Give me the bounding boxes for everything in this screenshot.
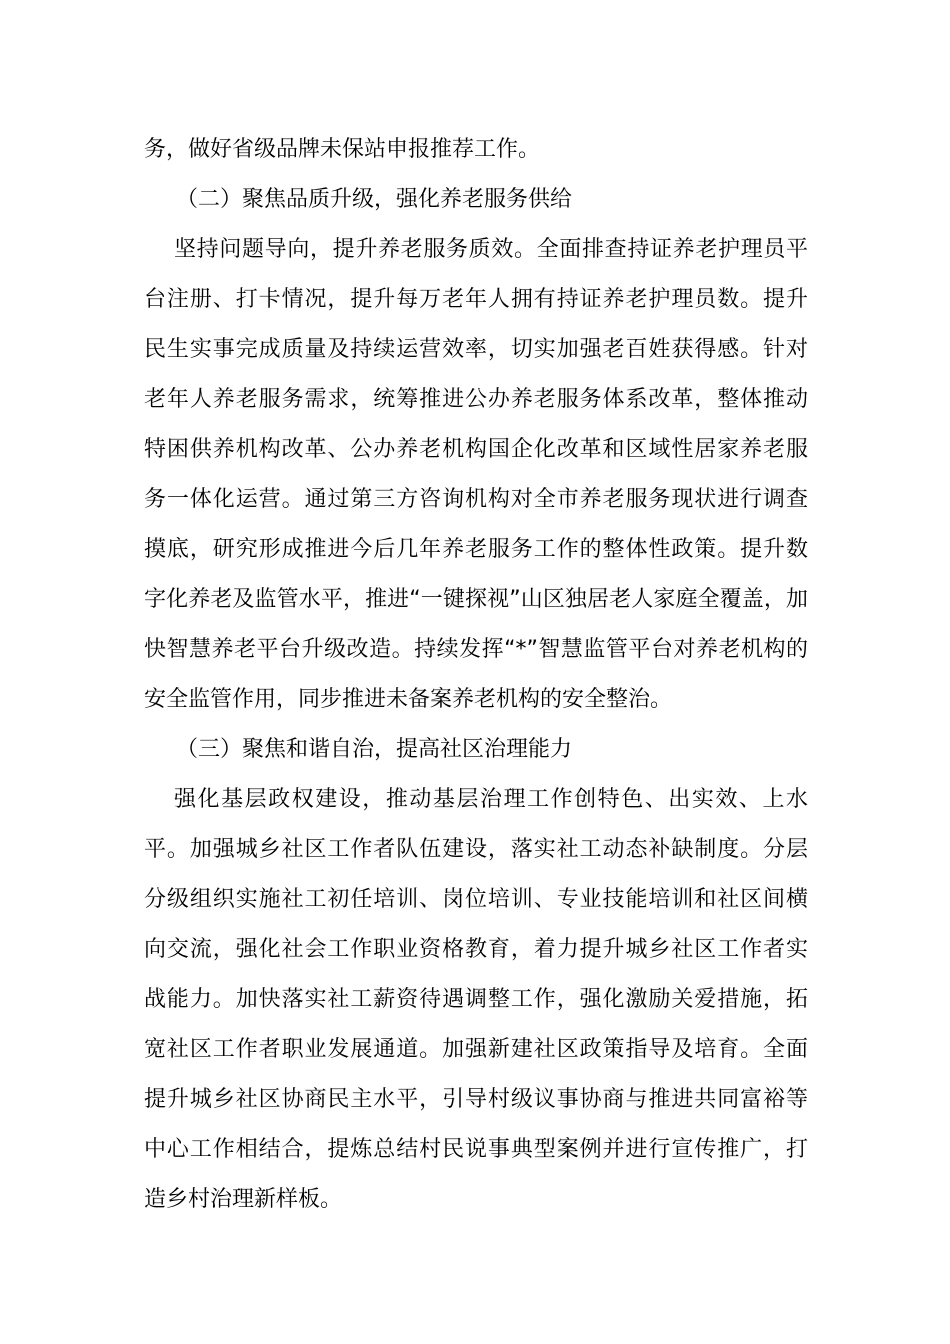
text-line: 中心工作相结合，提炼总结村民说事典型案例并进行宣传推广，打 <box>144 1137 808 1162</box>
text-line: 强化基层政权建设，推动基层治理工作创特色、出实效、上水 <box>174 787 808 812</box>
text-line: 老年人养老服务需求，统筹推进公办养老服务体系改革，整体推动 <box>144 387 808 412</box>
text-line: 提升城乡社区协商民主水平，引导村级议事协商与推进共同富裕等 <box>144 1087 808 1112</box>
text-line: 摸底，研究形成推进今后几年养老服务工作的整体性政策。提升数 <box>144 537 808 562</box>
text-line: 宽社区工作者职业发展通道。加强新建社区政策指导及培育。全面 <box>144 1037 808 1062</box>
text-line: 务，做好省级品牌未保站申报推荐工作。 <box>144 137 541 162</box>
text-line: 特困供养机构改革、公办养老机构国企化改革和区域性居家养老服 <box>144 437 808 462</box>
text-line: 务一体化运营。通过第三方咨询机构对全市养老服务现状进行调查 <box>144 487 808 512</box>
text-line: 民生实事完成质量及持续运营效率，切实加强老百姓获得感。针对 <box>144 337 808 362</box>
text-line: 分级组织实施社工初任培训、岗位培训、专业技能培训和社区间横 <box>144 887 808 912</box>
section-heading: （二）聚焦品质升级，强化养老服务供给 <box>176 187 573 212</box>
text-line: 安全监管作用，同步推进未备案养老机构的安全整治。 <box>144 687 673 712</box>
text-line: 向交流，强化社会工作职业资格教育，着力提升城乡社区工作者实 <box>144 937 808 962</box>
text-line: 造乡村治理新样板。 <box>144 1187 343 1212</box>
text-line: 战能力。加快落实社工薪资待遇调整工作，强化激励关爱措施，拓 <box>144 987 808 1012</box>
section-heading: （三）聚焦和谐自治，提高社区治理能力 <box>176 737 573 762</box>
text-line: 字化养老及监管水平，推进“一键探视”山区独居老人家庭全覆盖，加 <box>144 587 808 612</box>
text-line: 台注册、打卡情况，提升每万老年人拥有持证养老护理员数。提升 <box>144 287 808 312</box>
text-line: 平。加强城乡社区工作者队伍建设，落实社工动态补缺制度。分层 <box>144 837 808 862</box>
text-line: 坚持问题导向，提升养老服务质效。全面排查持证养老护理员平 <box>174 237 808 262</box>
text-line: 快智慧养老平台升级改造。持续发挥“*”智慧监管平台对养老机构的 <box>144 637 808 662</box>
